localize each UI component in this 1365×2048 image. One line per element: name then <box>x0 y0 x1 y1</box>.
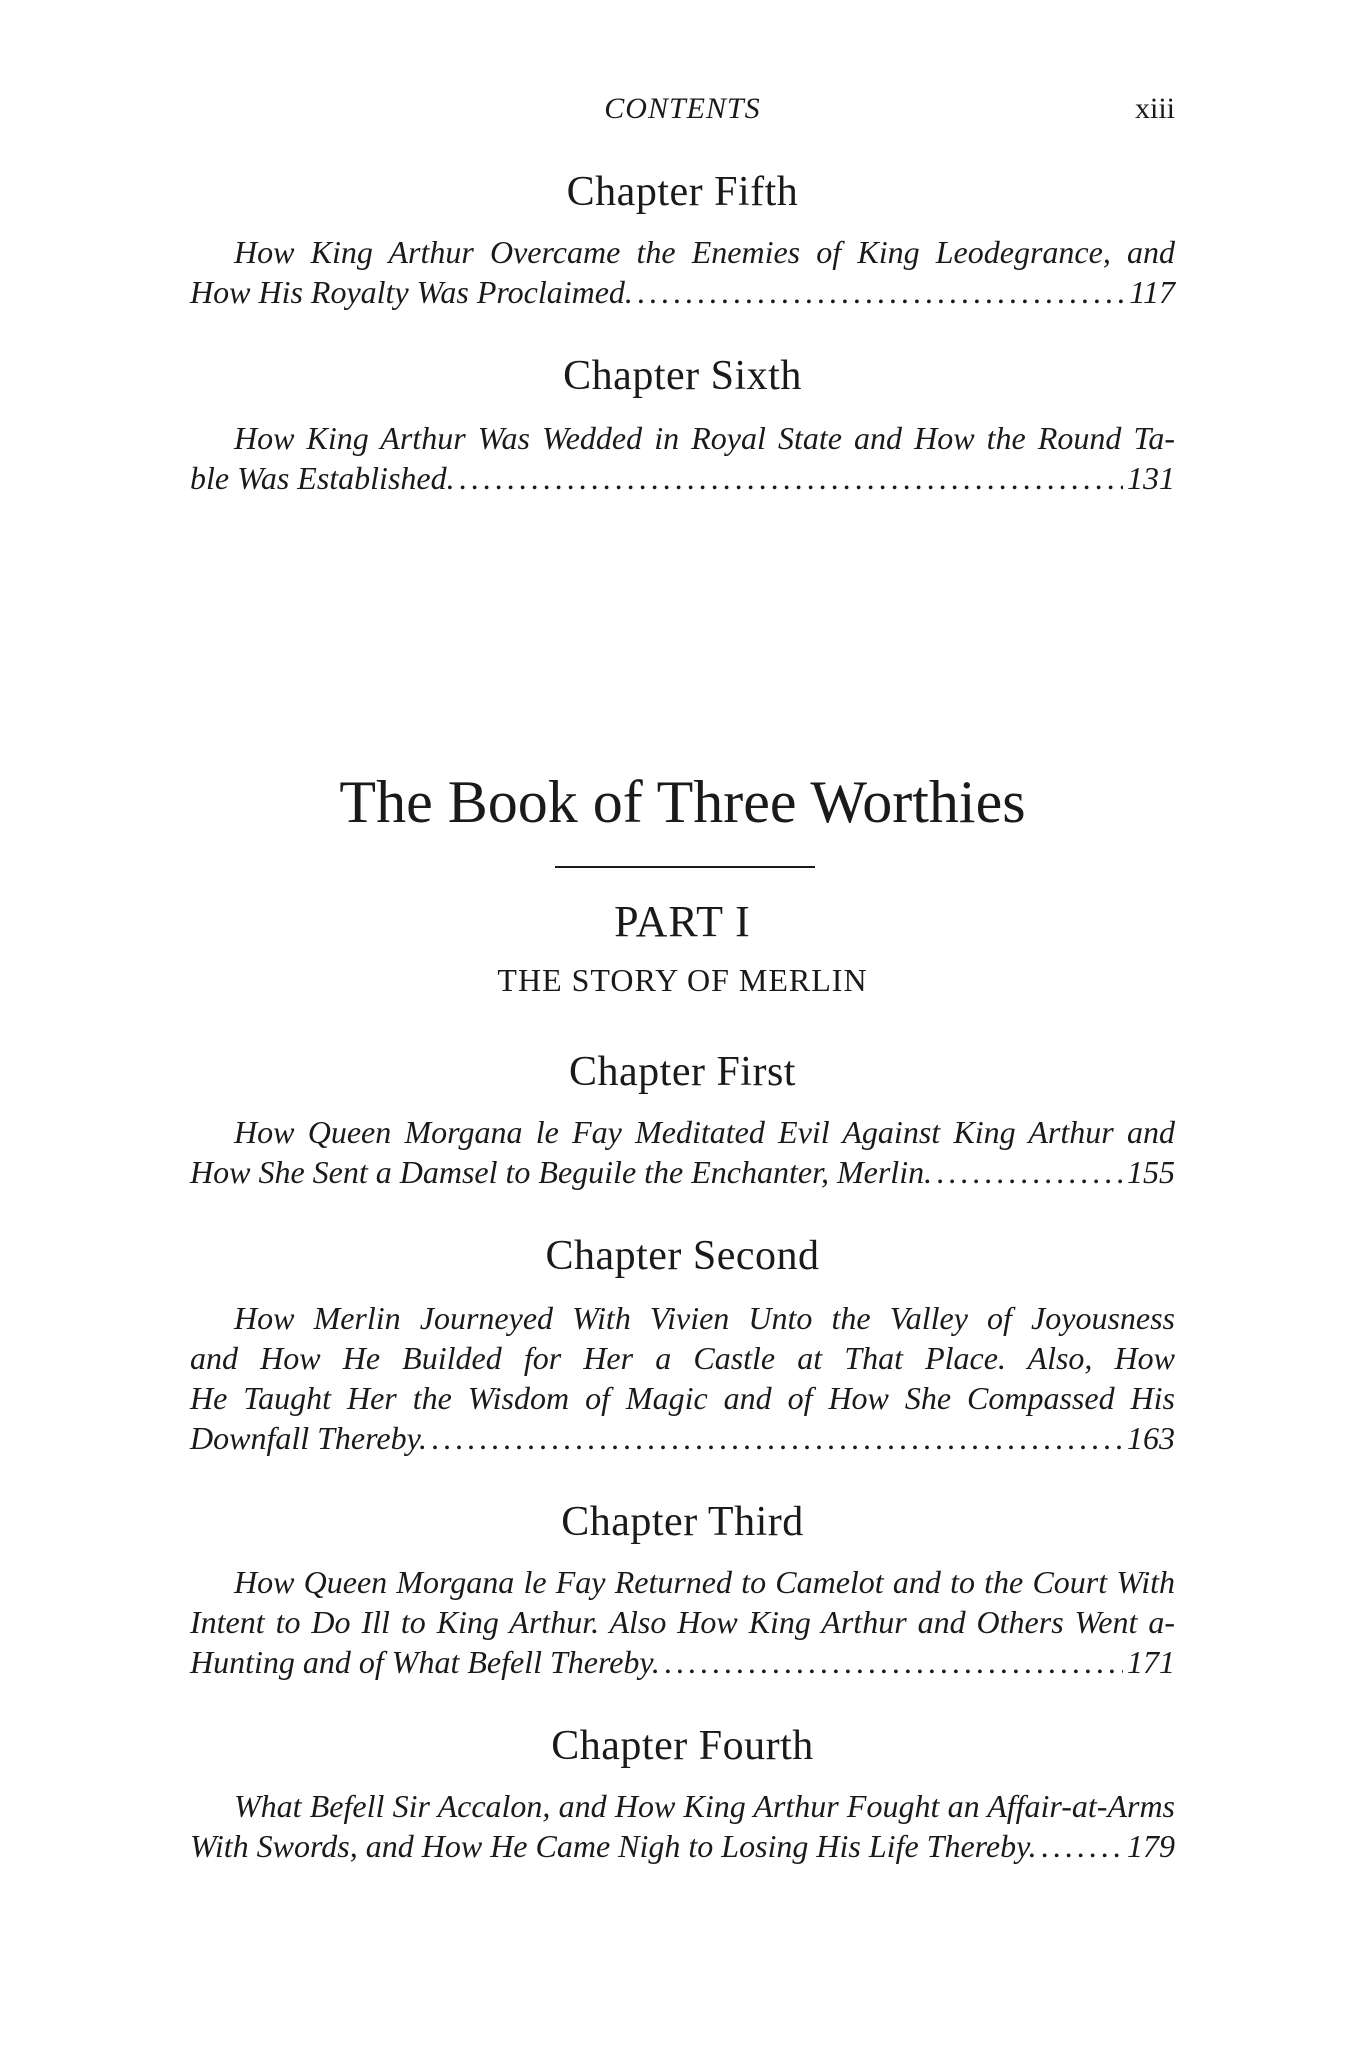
toc-entry-fourth[interactable] <box>190 1786 1175 1866</box>
entry-line: and How He Builded for Her a Castle at That Place. Also, How <box>190 1340 1175 1376</box>
entry-line: How Queen Morgana le Fay Returned to Camelot and to the Court With <box>234 1564 1175 1600</box>
entry-last-line <box>190 1152 1175 1192</box>
entry-page-number: 171 <box>1127 1644 1175 1680</box>
entry-last-line <box>190 1418 1175 1458</box>
story-title: THE STORY OF MERLIN <box>497 962 868 998</box>
toc-entry-third[interactable] <box>190 1562 1175 1682</box>
entry-line-text: ble Was Established. <box>190 460 455 496</box>
chapter-title-sixth: Chapter Sixth <box>563 353 802 399</box>
page-number: xiii <box>1134 92 1175 125</box>
chapter-title-fourth: Chapter Fourth <box>551 1723 814 1769</box>
dot-leader <box>936 1152 1123 1192</box>
dot-leader <box>459 458 1123 498</box>
entry-line: How King Arthur Overcame the Enemies of King Leodegrance, and <box>234 234 1175 270</box>
title-rule <box>555 866 815 868</box>
entry-line: Intent to Do Ill to King Arthur. Also How King Arthur and Others Went a- <box>190 1604 1175 1640</box>
entry-line-text: With Swords, and How He Came Nigh to Losing His Life Thereby. <box>190 1828 1037 1864</box>
dot-leader <box>637 272 1125 312</box>
entry-line-text: Hunting and of What Befell Thereby. <box>190 1644 660 1680</box>
entry-last-line <box>190 458 1175 498</box>
entry-line: How King Arthur Was Wedded in Royal State and How the Round Ta- <box>234 420 1175 456</box>
entry-line: How Queen Morgana le Fay Meditated Evil Against King Arthur and <box>234 1114 1175 1150</box>
entry-line: What Befell Sir Accalon, and How King Arthur Fought an Affair-at-Arms <box>234 1788 1175 1824</box>
chapter-title-second: Chapter Second <box>545 1233 820 1279</box>
entry-last-line <box>190 1642 1175 1682</box>
entry-page-number: 163 <box>1127 1420 1175 1456</box>
part-title: PART I <box>614 897 751 946</box>
running-head <box>190 92 1175 132</box>
entry-line-text: How His Royalty Was Proclaimed. <box>190 274 633 310</box>
chapter-title-third: Chapter Third <box>561 1499 804 1545</box>
toc-entry-fifth[interactable] <box>190 232 1175 312</box>
entry-line-text: How She Sent a Damsel to Beguile the Enchanter, Merlin. <box>190 1154 933 1190</box>
chapter-title-fifth: Chapter Fifth <box>566 169 799 215</box>
toc-entry-second[interactable] <box>190 1298 1175 1458</box>
dot-leader <box>1041 1826 1123 1866</box>
dot-leader <box>664 1642 1123 1682</box>
entry-line: He Taught Her the Wisdom of Magic and of How She Compassed His <box>190 1380 1175 1416</box>
entry-page-number: 179 <box>1127 1828 1175 1864</box>
running-title: CONTENTS <box>604 92 761 125</box>
entry-page-number: 155 <box>1127 1154 1175 1190</box>
entry-last-line <box>190 1826 1175 1866</box>
entry-line: How Merlin Journeyed With Vivien Unto the Valley of Joyousness <box>234 1300 1175 1336</box>
dot-leader <box>431 1418 1123 1458</box>
toc-entry-sixth[interactable] <box>190 418 1175 498</box>
chapter-title-first: Chapter First <box>569 1049 796 1095</box>
entry-page-number: 117 <box>1129 274 1175 310</box>
book-title: The Book of Three Worthies <box>339 769 1026 835</box>
entry-page-number: 131 <box>1127 460 1175 496</box>
entry-line-text: Downfall Thereby. <box>190 1420 428 1456</box>
toc-entry-first[interactable] <box>190 1112 1175 1192</box>
entry-last-line <box>190 272 1175 312</box>
